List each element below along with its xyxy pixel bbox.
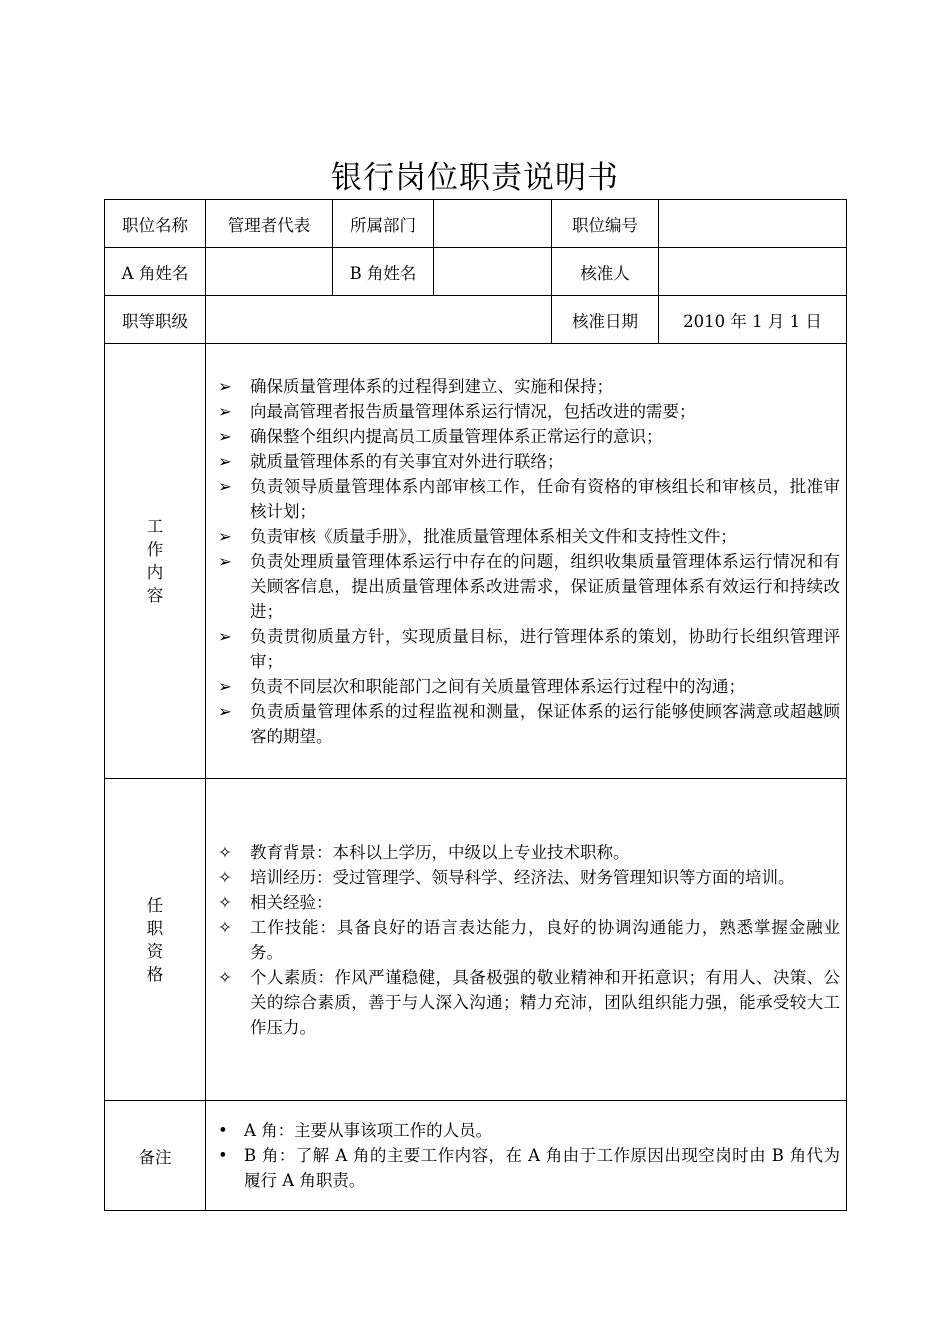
work-content-list (216, 374, 840, 749)
document-title: 银行岗位职责说明书 (331, 160, 619, 196)
table-row (105, 296, 847, 344)
qualifications-list (216, 840, 840, 1040)
bullet-icon: ✧ (218, 842, 232, 862)
list-item-text: 负责不同层次和职能部门之间有关质量管理体系运行过程中的沟通； (250, 676, 745, 696)
bullet-icon: ✧ (218, 892, 232, 912)
list-item (216, 674, 840, 699)
work-content-cell (206, 344, 847, 779)
label-char: 容 (146, 586, 164, 605)
bullet-icon: ➢ (218, 401, 232, 421)
list-item-text: 培训经历：受过管理学、领导科学、经济法、财务管理知识等方面的培训。 (250, 867, 795, 887)
bullet-icon: ➢ (218, 376, 232, 396)
position-code-value (659, 200, 847, 248)
list-item (216, 890, 840, 915)
table-row (105, 779, 847, 1101)
bullet-icon: ➢ (218, 676, 232, 696)
list-item-text: 负责处理质量管理体系运行中存在的问题，组织收集质量管理体系运行情况和有关顾客信息，提出质量管理体系改进需求，保证质量管理体系有效运行和持续改进； (250, 551, 840, 621)
work-content-label (105, 344, 206, 779)
list-item (216, 840, 840, 865)
notes-label: 备注 (105, 1101, 206, 1211)
label-char: 资 (146, 941, 164, 961)
list-item-text: B 角：了解 A 角的主要工作内容，在 A 角由于工作原因出现空岗时由 B 角代为履行 A 角职责。 (244, 1146, 840, 1190)
position-name-value: 管理者代表 (206, 200, 333, 248)
bullet-icon: ➢ (218, 701, 232, 721)
list-item (216, 449, 840, 474)
job-description-table (104, 199, 847, 1211)
list-item (216, 474, 840, 524)
grade-value (206, 296, 552, 344)
approve-date-label: 核准日期 (552, 296, 659, 344)
bullet-icon: • (218, 1121, 228, 1140)
position-code-label: 职位编号 (552, 200, 659, 248)
label-char: 作 (146, 540, 164, 559)
approve-date-value: 2010 年 1 月 1 日 (659, 296, 847, 344)
b-name-value (434, 248, 552, 296)
a-name-value (206, 248, 333, 296)
list-item-text: 负责审核《质量手册》，批准质量管理体系相关文件和支持性文件； (250, 526, 737, 546)
list-item (216, 549, 840, 624)
b-name-label: B 角姓名 (333, 248, 434, 296)
bullet-icon: ➢ (218, 626, 232, 646)
department-value (434, 200, 552, 248)
position-name-label: 职位名称 (105, 200, 206, 248)
list-item-text: 相关经验： (250, 892, 333, 912)
table-row (105, 200, 847, 248)
list-item-text: 工作技能：具备良好的语言表达能力，良好的协调沟通能力，熟悉掌握金融业务。 (250, 917, 840, 962)
label-char: 职 (146, 918, 164, 938)
bullet-icon: ➢ (218, 426, 232, 446)
bullet-icon: ➢ (218, 451, 232, 471)
table-row (105, 344, 847, 779)
grade-label: 职等职级 (105, 296, 206, 344)
bullet-icon: ✧ (218, 917, 232, 937)
label-char: 任 (146, 895, 164, 915)
list-item (216, 865, 840, 890)
list-item-text: 确保整个组织内提高员工质量管理体系正常运行的意识； (250, 426, 663, 446)
notes-cell (206, 1101, 847, 1211)
bullet-icon: ➢ (218, 476, 232, 496)
qualifications-cell (206, 779, 847, 1101)
list-item-text: 个人素质：作风严谨稳健，具备极强的敬业精神和开拓意识；有用人、决策、公关的综合素质，善于与人深入沟通；精力充沛，团队组织能力强，能承受较大工作压力。 (250, 967, 840, 1037)
list-item (216, 399, 840, 424)
list-item (216, 1118, 840, 1143)
list-item (216, 374, 840, 399)
list-item (216, 1143, 840, 1193)
approver-value (659, 248, 847, 296)
list-item-text: A 角：主要从事该项工作的人员。 (244, 1121, 493, 1140)
department-label: 所属部门 (333, 200, 434, 248)
list-item (216, 624, 840, 674)
qualifications-label (105, 779, 206, 1101)
list-item-text: 确保质量管理体系的过程得到建立、实施和保持； (250, 376, 613, 396)
bullet-icon: ✧ (218, 967, 232, 987)
list-item-text: 教育背景：本科以上学历，中级以上专业技术职称。 (250, 842, 630, 862)
label-char: 工 (146, 517, 164, 536)
list-item (216, 524, 840, 549)
bullet-icon: ➢ (218, 551, 232, 571)
list-item (216, 699, 840, 749)
list-item (216, 965, 840, 1040)
list-item-text: 负责质量管理体系的过程监视和测量，保证体系的运行能够使顾客满意或超越顾客的期望。 (250, 701, 840, 746)
list-item (216, 915, 840, 965)
a-name-label: A 角姓名 (105, 248, 206, 296)
list-item-text: 向最高管理者报告质量管理体系运行情况，包括改进的需要； (250, 401, 696, 421)
list-item (216, 424, 840, 449)
approver-label: 核准人 (552, 248, 659, 296)
list-item-text: 负责领导质量管理体系内部审核工作，任命有资格的审核组长和审核员，批准审核计划； (250, 476, 840, 521)
table-row (105, 1101, 847, 1211)
label-char: 内 (146, 563, 164, 582)
list-item-text: 就质量管理体系的有关事宜对外进行联络； (250, 451, 564, 471)
label-char: 格 (146, 964, 164, 984)
bullet-icon: • (218, 1146, 228, 1165)
bullet-icon: ➢ (218, 526, 232, 546)
notes-list (216, 1118, 840, 1193)
list-item-text: 负责贯彻质量方针，实现质量目标，进行管理体系的策划，协助行长组织管理评审； (250, 626, 840, 671)
bullet-icon: ✧ (218, 867, 232, 887)
table-row (105, 248, 847, 296)
